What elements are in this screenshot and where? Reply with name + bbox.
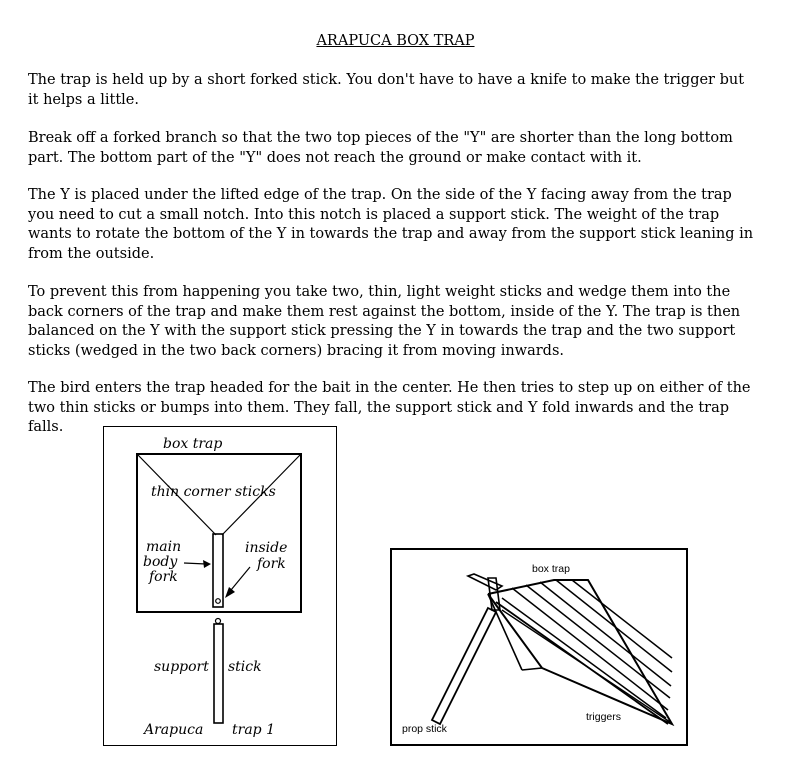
label-main: main: [146, 539, 182, 555]
label-inside: inside: [245, 540, 288, 556]
paragraph-5: The bird enters the trap headed for the bait in the center. He then tries to step up on either of the two thin sticks or bumps into them. They fall, the support stick and Y fold inwards and the trap falls.: [28, 380, 751, 435]
label-arapuca: Arapuca: [144, 722, 204, 738]
support-notch-mark: [216, 619, 221, 624]
label-fork-right: fork: [257, 556, 286, 572]
label-stick: stick: [228, 659, 262, 675]
label-triggers: triggers: [586, 711, 622, 723]
label-box-trap: box trap: [532, 563, 570, 575]
label-support: support: [154, 659, 209, 675]
inside-fork-arrow-head: [225, 587, 235, 598]
label-fork-left: fork: [149, 569, 178, 585]
figure-trap-perspective: [390, 548, 688, 746]
main-body-fork: [213, 534, 223, 607]
label-body: body: [143, 554, 178, 570]
label-box-trap: box trap: [163, 436, 223, 452]
support-stick-shape: [214, 624, 223, 723]
label-thin-corner-sticks: thin corner sticks: [151, 484, 276, 500]
main-body-arrow-head: [203, 560, 211, 568]
page-title: ARAPUCA BOX TRAP: [316, 33, 475, 49]
paragraph-2: Break off a forked branch so that the two top pieces of the "Y" are shorter than the long bottom part. The bottom part of the "Y" does not reach the ground or make contact with it.: [28, 130, 733, 166]
arapuca-diagram-svg: [104, 427, 336, 745]
paragraph-3: The Y is placed under the lifted edge of the trap. On the side of the Y facing away from the trap you need to cut a small notch. Into this notch is placed a support stick. The weight of the trap wants to rotate the bottom of the Y in towards the trap and away from the support stick leaning in from the outside.: [28, 187, 754, 262]
notch-mark: [216, 599, 221, 604]
trap-perspective-svg: [392, 550, 686, 744]
label-trap-1: trap 1: [232, 722, 275, 738]
main-body-arrow-line: [184, 563, 206, 564]
box-bottom-edge: [522, 668, 542, 670]
prop-stick-shape: [432, 608, 496, 724]
box-outline: [137, 454, 301, 612]
inside-fork-arrow-line: [231, 567, 250, 590]
paragraph-4: To prevent this from happening you take two, thin, light weight sticks and wedge them into the back corners of the trap and make them rest against the bottom, inside of the Y. The trap is then balanced on the Y with the support stick pressing the Y in towards the trap and the two support sticks (wedged in the two back corners) bracing it from moving inwards.: [28, 284, 741, 359]
paragraph-1: The trap is held up by a short forked stick. You don't have to have a knife to make the trigger but it helps a little.: [28, 72, 745, 108]
figure-arapuca-diagram: [103, 426, 337, 746]
label-prop-stick: prop stick: [402, 723, 447, 735]
